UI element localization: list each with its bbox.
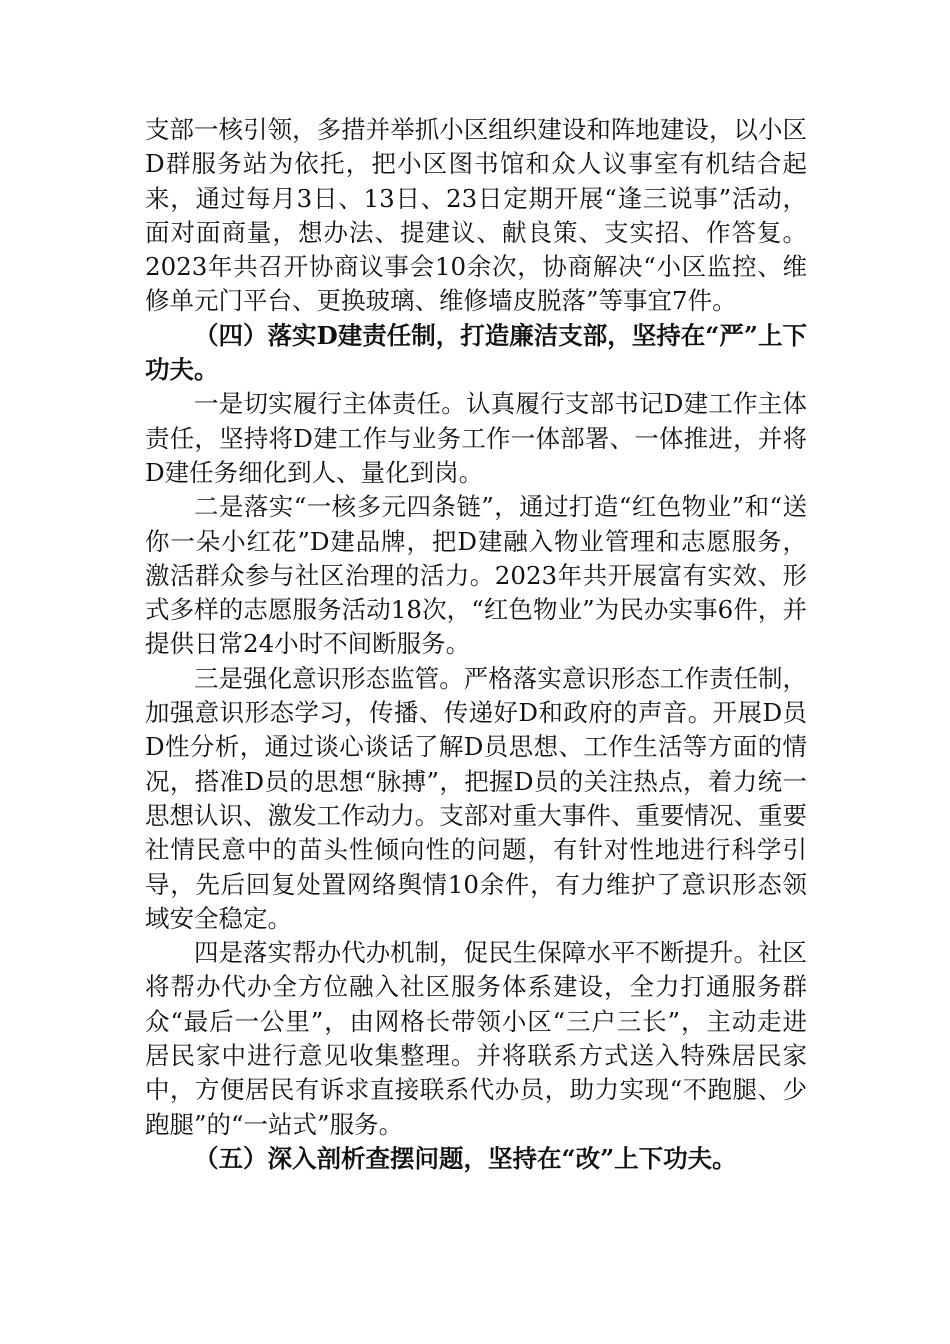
paragraph-agency-service: 四是落实帮办代办机制，促民生保障水平不断提升。社区将帮办代办全方位融入社区服务体系建设，全力打通服务群众“最后一公里”，由网格长带领小区“三户三长”，主动走进居民家中进行意见收集整理。并将联系方式送入特殊居民家中，方便居民有诉求直接联系代办员，助力实现“不跑腿、少跑腿”的“一站式”服务。 [145,938,807,1139]
paragraph-continuation: 支部一核引领，多措并举抓小区组织建设和阵地建设，以小区D群服务站为依托，把小区图书馆和众人议事室有机结合起来，通过每月3日、13日、23日定期开展“逢三说事”活动，面对面商量，想办法、提建议、献良策、支实招、作答复。2023年共召开协商议事会10余次，协商解决“小区监控、维修单元门平台、更换玻璃、维修墙皮脱落”等事宜7件。 [145,115,807,316]
section-heading-five: （五）深入剖析查摆问题，坚持在“改”上下功夫。 [194,1143,737,1173]
section-heading-four: （四）落实D建责任制，打造廉洁支部，坚持在“严”上下功夫。 [145,320,807,385]
paragraph-responsibility: 一是切实履行主体责任。认真履行支部书记D建工作主体责任，坚持将D建工作与业务工作一体部署、一体推进，并将D建任务细化到人、量化到岗。 [145,389,807,487]
paragraph-ideology: 三是强化意识形态监管。严格落实意识形态工作责任制，加强意识形态学习，传播、传递好D和政府的声音。开展D员D性分析，通过谈心谈话了解D员思想、工作生活等方面的情况，搭准D员的思想“脉搏”，把握D员的关注热点，着力统一思想认识、激发工作动力。支部对重大事件、重要情况、重要社情民意中的苗头性倾向性的问题，有针对性地进行科学引导，先后回复处置网络舆情10余件，有力维护了意识形态领域安全稳定。 [145,663,807,933]
document-body [145,113,807,1176]
paragraph-red-property: 二是落实“一核多元四条链”，通过打造“红色物业”和“送你一朵小红花”D建品牌，把D建融入物业管理和志愿服务，激活群众参与社区治理的活力。2023年共开展富有实效、形式多样的志愿服务活动18次，“红色物业”为民办实事6件，并提供日常24小时不间断服务。 [145,492,807,659]
